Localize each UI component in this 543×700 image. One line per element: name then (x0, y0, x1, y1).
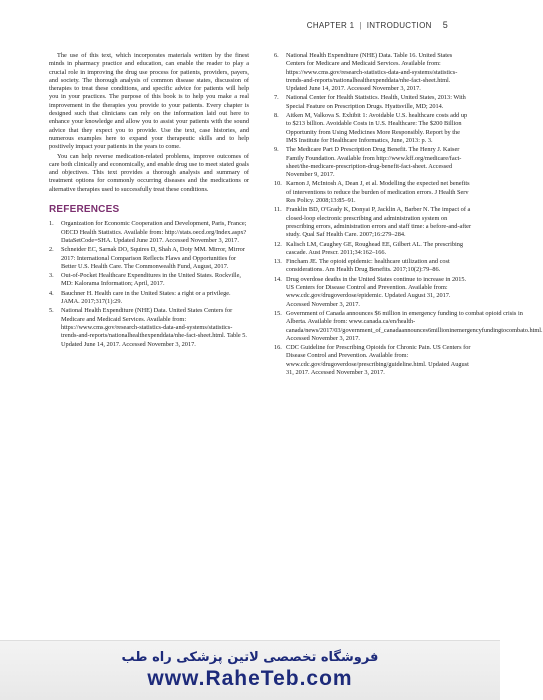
left-column (49, 52, 249, 350)
reference-item (49, 272, 249, 289)
reference-number: 10. (274, 180, 282, 188)
reference-text: Bauchner H. Health care in the United States: a right or a privilege. JAMA. 2017;317(1):29. (61, 289, 231, 306)
reference-number: 5. (49, 307, 54, 315)
references-heading: REFERENCES (49, 204, 120, 216)
reference-text: National Health Expenditure (NHE) Data. Table 16. United States Centers for Medicare and Medicaid Services. Available from: https://www.cms.gov/research-statistics-data-and-systems/statistics-trends-and-reports/nationalhealthexpenddata/nhe-fact-sheet.html. Updated June 14, 2017. Accessed November 3, 2017. (286, 52, 458, 93)
reference-text: Kalisch LM, Caughey GE, Roughead EE, Gilbert AL. The prescribing cascade. Aust Prescr. 2011;34:162–166. (286, 240, 464, 256)
reference-number: 1. (49, 220, 54, 228)
reference-item (49, 220, 249, 245)
body-paragraph: You can help reverse medication-related problems, improve outcomes of care both clinically and economically, and enable drug use to meet stated goals and objectives. This text provides a thorough analysis and summary of treatment options for commonly occurring diseases and the medications or alternative therapies used to successfully treat these conditions. (49, 152, 249, 193)
reference-text: Karnon J, McIntosh A, Dean J, et al. Modelling the expected net benefits of interventions to reduce the burden of medication errors. J Health Serv Res Policy. 2008;13:85–91. (286, 180, 470, 205)
reference-list-left (49, 220, 249, 348)
reference-text: National Health Expenditure (NHE) Data. United States Centers for Medicare and Medicaid Services. Available from: https://www.cms.gov/research-statistics-data-and-systems/statistics-trends-and-reports/nationalhealthexpenddata/nhe-fact-sheet.html. Table 5. Updated June 14, 2017. Accessed November 3, 2017. (61, 307, 248, 348)
reference-text: Organization for Economic Cooperation and Development, Paris, France; OECD Health Statistics. Available from: http://stats.oecd.org/Index.aspx?DataSetCode=SHA. Updated June 2017. Accessed November 3, 2017. (61, 220, 247, 244)
reference-number: 7. (274, 94, 279, 102)
reference-item (274, 241, 472, 258)
reference-item (274, 276, 472, 309)
reference-item (49, 246, 249, 271)
reference-number: 16. (274, 344, 282, 352)
reference-text: Fincham JE. The opioid epidemic: healthcare utilization and cost considerations. Am Health Drug Benefits. 2017;10(2):79–86. (286, 258, 450, 274)
reference-item (274, 146, 472, 179)
header-separator: | (359, 20, 362, 30)
reference-text: Aitken M, Valkova S. Exhibit 1: Avoidable U.S. healthcare costs add up to $213 billion. Avoidable Costs in U.S. Healthcare: The $200 Billion Opportunity from Using Medicines More Responsibly. Report by the IMS Institute for Healthcare Informatics, June, 2013: p. 3. (286, 112, 468, 144)
reference-list-right (274, 52, 543, 377)
chapter-title: INTRODUCTION (366, 20, 432, 30)
reference-item (274, 309, 543, 343)
reference-item (274, 258, 472, 275)
reference-item (274, 180, 472, 205)
right-column (274, 52, 543, 378)
reference-number: 4. (49, 289, 54, 297)
reference-number: 15. (274, 309, 282, 317)
reference-number: 11. (274, 206, 282, 214)
reference-item (274, 344, 472, 377)
reference-number: 6. (274, 52, 279, 59)
footer-banner[interactable] (0, 640, 500, 700)
reference-text: National Center for Health Statistics. Health, United States, 2013: With Special Feature on Prescription Drugs. Hyattsville, MD; 2014. (286, 94, 466, 110)
reference-item (274, 52, 472, 93)
running-header (307, 20, 448, 30)
reference-text: Franklin BD, O'Grady K, Donyai P, Jacklin A, Barber N. The impact of a closed-loop electronic prescribing and administration system on prescribing errors, administration errors and staff time: a before-and-after study. Qual Saf Health Care. 2007;16:279–284. (286, 206, 472, 239)
reference-item (49, 290, 249, 307)
reference-item (274, 206, 472, 239)
page-number: 5 (442, 20, 448, 30)
reference-text: CDC Guideline for Prescribing Opioids for Chronic Pain. US Centers for Disease Control and Prevention. Available from: www.cdc.gov/drugoverdose/prescribing/guideline.html. Updated August 31, 2017. Accessed November 3, 2017. (286, 344, 471, 376)
reference-number: 9. (274, 146, 279, 154)
reference-number: 8. (274, 112, 279, 120)
reference-number: 13. (274, 258, 282, 266)
reference-text: Out-of-Pocket Healthcare Expenditures in the United States. Rockville, MD: Kalorama Information; April, 2017. (61, 272, 241, 288)
reference-number: 14. (274, 275, 282, 283)
reference-text: Government of Canada announces $6 million in emergency funding to combat opioid crisis in Alberta. Available from: www.canada.ca/en/health-canada/news/2017/03/government_of_canadaannounces6millioninemergencyfundingtocombato.html. Accessed November 3, 2017. (286, 309, 543, 342)
chapter-label: CHAPTER 1 (306, 20, 355, 30)
reference-item (274, 94, 472, 111)
body-paragraph: The use of this text, which incorporates materials written by the finest minds in pharmacy practice and education, can enable the reader to play a crucial role in improving the drug use process for patients, providers, payers, and society. The thorough analysis of common disease states, discussion of therapies to treat these conditions, and specific advice for patients will help you in your practices. The purpose of this book is to help you make a real improvement in the therapies you provide to your patients. Every chapter is designed such that clinicians can rely on the information laid out here to enhance your knowledge and allow you to assist your patients with the sound advice that they expect you to provide. Use the text, case histories, and numerous examples here to expand your therapeutic skills and to help positively impact your patients in the years to come. (49, 52, 249, 151)
reference-number: 3. (49, 272, 54, 280)
reference-item (49, 307, 249, 348)
reference-number: 2. (49, 246, 54, 254)
reference-text: The Medicare Part D Prescription Drug Benefit. The Henry J. Kaiser Family Foundation. Available from http://www.kff.org/medicare/fact-sheet/the-medicare-prescription-drug-benefit-fact-sheet. Accessed November 9, 2017. (286, 146, 462, 179)
reference-text: Drug overdose deaths in the United States continue to increase in 2015. US Centers for Disease Control and Prevention. Available from: www.cdc.gov/drugoverdose/epidemic. Updated August 31, 2017. Accessed November 3, 2017. (286, 275, 467, 308)
banner-store-name: فروشگاه تخصصی لاتین پزشکی راه طب (121, 650, 379, 665)
banner-website-link[interactable]: www.RaheTeb.com (147, 667, 353, 690)
reference-text: Schneider EC, Sarnak DO, Squires D, Shah A, Doty MM. Mirror, Mirror 2017: International Comparison Reflects Flaws and Opportunities for Better U.S. Health Care. The Commonwealth Fund, August, 2017. (61, 246, 245, 270)
reference-item (274, 112, 472, 145)
reference-number: 12. (274, 240, 282, 248)
